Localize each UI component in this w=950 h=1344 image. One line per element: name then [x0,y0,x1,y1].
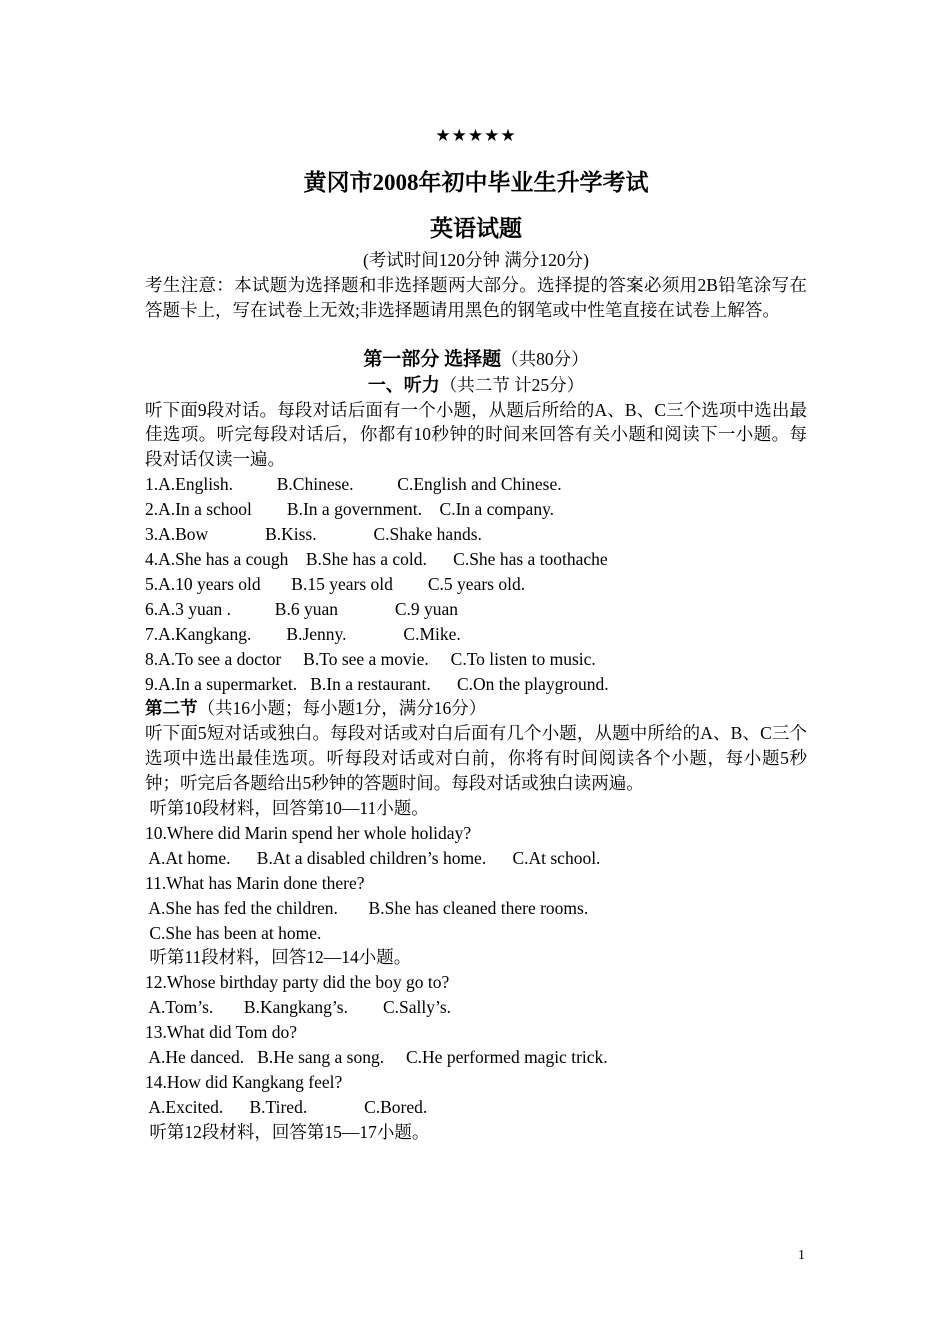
question-line: 7.A.Kangkang. B.Jenny. C.Mike. [145,623,461,644]
exam-notice: 考生注意：本试题为选择题和非选择题两大部分。选择提的答案必须用2B铅笔涂写在答题卡上，写在试卷上无效;非选择题请用黑色的钢笔或中性笔直接在试卷上解答。 [145,274,807,320]
question-line: 10.Where did Marin spend her whole holiday? [145,822,472,843]
exam-page [145,122,807,1145]
question-line: 3.A.Bow B.Kiss. C.Shake hands. [145,524,482,545]
exam-title: 黄冈市2008年初中毕业生升学考试 [303,170,649,195]
section2-question-list [145,796,807,1145]
question-line: 4.A.She has a cough B.She has a cold. C.She has a toothache [145,548,608,569]
section2-heading [145,696,807,721]
section1-question-list [145,472,807,696]
answer-options: A.She has fed the children. B.She has cleaned there rooms. [145,897,589,918]
question-line: 14.How did Kangkang feel? [145,1072,343,1092]
question-line: 6.A.3 yuan . B.6 yuan C.9 yuan [145,598,459,619]
answer-options: A.Excited. B.Tired. C.Bored. [145,1096,428,1117]
part1-title-rest: （共80分） [501,348,589,369]
answer-options: C.She has been at home. [145,922,322,943]
section1-title-rest: （共二节 计25分） [439,374,585,395]
material-heading: 听第10段材料，回答第10—11小题。 [145,798,429,819]
question-line: 5.A.10 years old B.15 years old C.5 years old. [145,573,526,594]
answer-options: A.Tom’s. B.Kangkang’s. C.Sally’s. [145,997,452,1018]
section1-instructions: 听下面9段对话。每段对话后面有一个小题，从题后所给的A、B、C三个选项中选出最佳选项。听完每段对话后，你都有10秒钟的时间来回答有关小题和阅读下一小题。每段对话仅读一遍。 [145,399,807,470]
section1-title-bold: 一、听力 [367,374,440,395]
question-line: 1.A.English. B.Chinese. C.English and Chinese. [145,474,562,495]
question-line: 12.Whose birthday party did the boy go to? [145,972,450,993]
material-heading: 听第11段材料，回答12—14小题。 [145,947,412,968]
part1-title-bold: 第一部分 选择题 [363,348,502,370]
part1-heading [145,347,807,373]
section1-heading [145,373,807,398]
answer-options: A.He danced. B.He sang a song. C.He performed magic trick. [145,1047,608,1068]
question-line: 13.What did Tom do? [145,1022,298,1043]
section2-instructions: 听下面5短对话或独白。每段对话或对白后面有几个小题，从题中所给的A、B、C三个选项中选出最佳选项。听每段对话或对白前，你将有时间阅读各个小题，每小题5秒钟；听完后各题给出5秒钟的答题时间。每段对话或独白读两遍。 [145,723,807,794]
question-line: 9.A.In a supermarket. B.In a restaurant. C.On the playground. [145,673,609,694]
question-line: 11.What has Marin done there? [145,872,365,893]
section2-title-rest: （共16小题；每小题1分，满分16分） [197,698,487,719]
exam-subtitle: 英语试题 [430,216,522,241]
material-heading: 听第12段材料，回答第15—17小题。 [145,1121,430,1142]
answer-options: A.At home. B.At a disabled children’s home. C.At school. [145,847,601,868]
question-line: 8.A.To see a doctor B.To see a movie. C.To listen to music. [145,648,596,669]
spacer [145,323,807,347]
section2-title-bold: 第二节 [145,698,198,719]
page-number: 1 [798,1248,805,1263]
question-line: 2.A.In a school B.In a government. C.In a company. [145,499,555,520]
exam-info: (考试时间120分钟 满分120分) [362,250,590,270]
star-rating-decoration: ★★★★★ [435,126,517,145]
